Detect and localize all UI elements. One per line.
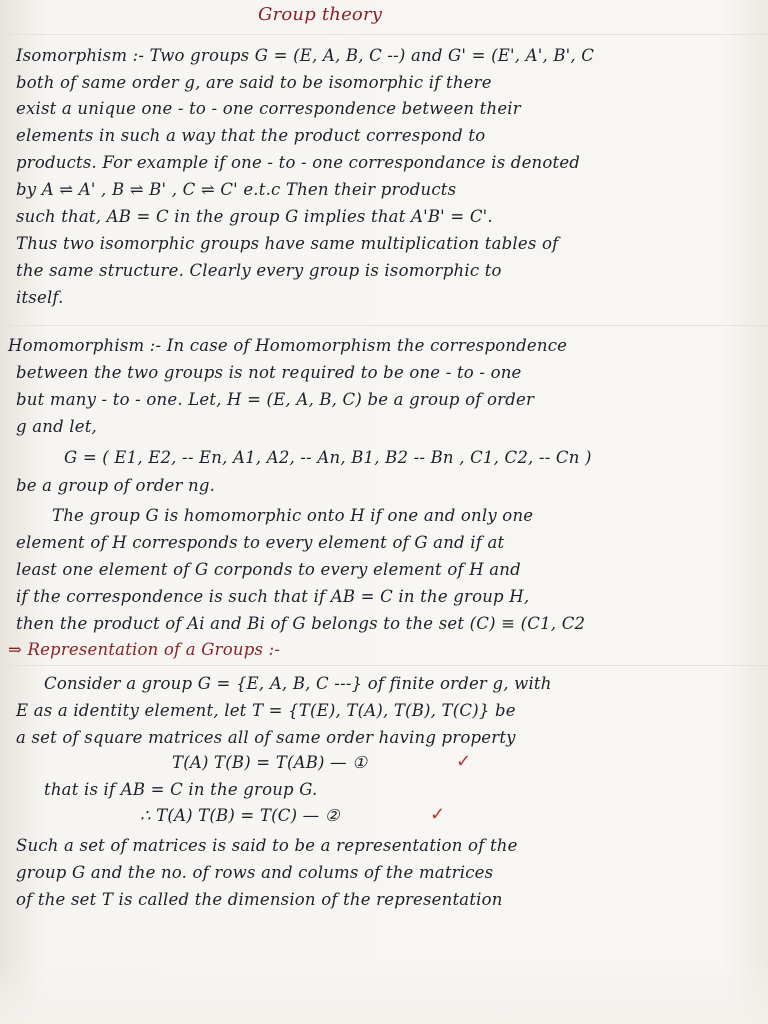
isomorphism-line-6: by A ⇌ A' , B ⇌ B' , C ⇌ C' e.t.c Then their products — [16, 180, 457, 199]
ruled-line — [0, 34, 768, 35]
page-title: Group theory — [258, 4, 383, 25]
isomorphism-line-2: both of same order g, are said to be isomorphic if there — [16, 73, 492, 92]
isomorphism-line-9: the same structure. Clearly every group is isomorphic to — [16, 261, 502, 280]
representation-line-2: E as a identity element, let T = {T(E), T(A), T(B), T(C)} be — [16, 701, 516, 720]
isomorphism-line-7: such that, AB = C in the group G implies that A'B' = C'. — [16, 207, 493, 226]
homomorphism-line-7: The group G is homomorphic onto H if one and only one — [52, 506, 534, 525]
isomorphism-line-10: itself. — [16, 288, 64, 307]
isomorphism-line-8: Thus two isomorphic groups have same multiplication tables of — [16, 234, 559, 253]
isomorphism-line-5: products. For example if one - to - one correspondance is denoted — [16, 153, 581, 172]
representation-heading: ⇒ Representation of a Groups :- — [8, 640, 281, 659]
isomorphism-line-4: elements in such a way that the product correspond to — [16, 126, 486, 145]
check-mark-icon: ✓ — [430, 804, 446, 825]
homomorphism-line-1: Homomorphism :- In case of Homomorphism the correspondence — [8, 336, 568, 355]
representation-line-9: of the set T is called the dimension of the representation — [16, 890, 503, 909]
representation-line-8: group G and the no. of rows and colums of the matrices — [16, 863, 494, 882]
representation-line-1: Consider a group G = {E, A, B, C ---} of finite order g, with — [44, 674, 552, 693]
representation-line-3: a set of square matrices all of same order having property — [16, 728, 516, 747]
homomorphism-line-9: least one element of G corponds to every element of H and — [16, 560, 521, 579]
equation-2: ∴ T(A) T(B) = T(C) — ② — [140, 806, 340, 825]
homomorphism-line-10: if the correspondence is such that if AB = C in the group H, — [16, 587, 530, 606]
representation-line-5: that is if AB = C in the group G. — [44, 780, 318, 799]
isomorphism-line-3: exist a unique one - to - one correspondence between their — [16, 99, 521, 118]
homomorphism-line-3: but many - to - one. Let, H = (E, A, B, C) be a group of order — [16, 390, 535, 409]
ruled-line — [0, 665, 768, 666]
homomorphism-line-11: then the product of Ai and Bi of G belongs to the set (C) ≡ (C1, C2 — [16, 614, 586, 633]
homomorphism-line-6: be a group of order ng. — [16, 476, 216, 495]
homomorphism-line-4: g and let, — [16, 417, 97, 436]
group-g-definition: G = ( E1, E2, -- En, A1, A2, -- An, B1, B2 -- Bn , C1, C2, -- Cn ) — [64, 448, 592, 467]
equation-1: T(A) T(B) = T(AB) — ① — [172, 753, 368, 772]
page-bottom-shadow — [0, 960, 768, 1024]
homomorphism-line-8: element of H corresponds to every element of G and if at — [16, 533, 505, 552]
homomorphism-line-2: between the two groups is not required to be one - to - one — [16, 363, 522, 382]
check-mark-icon: ✓ — [456, 751, 472, 772]
representation-line-7: Such a set of matrices is said to be a representation of the — [16, 836, 518, 855]
isomorphism-line-1: Isomorphism :- Two groups G = (E, A, B, C --) and G' = (E', A', B', C — [16, 46, 595, 65]
ruled-line — [0, 325, 768, 326]
